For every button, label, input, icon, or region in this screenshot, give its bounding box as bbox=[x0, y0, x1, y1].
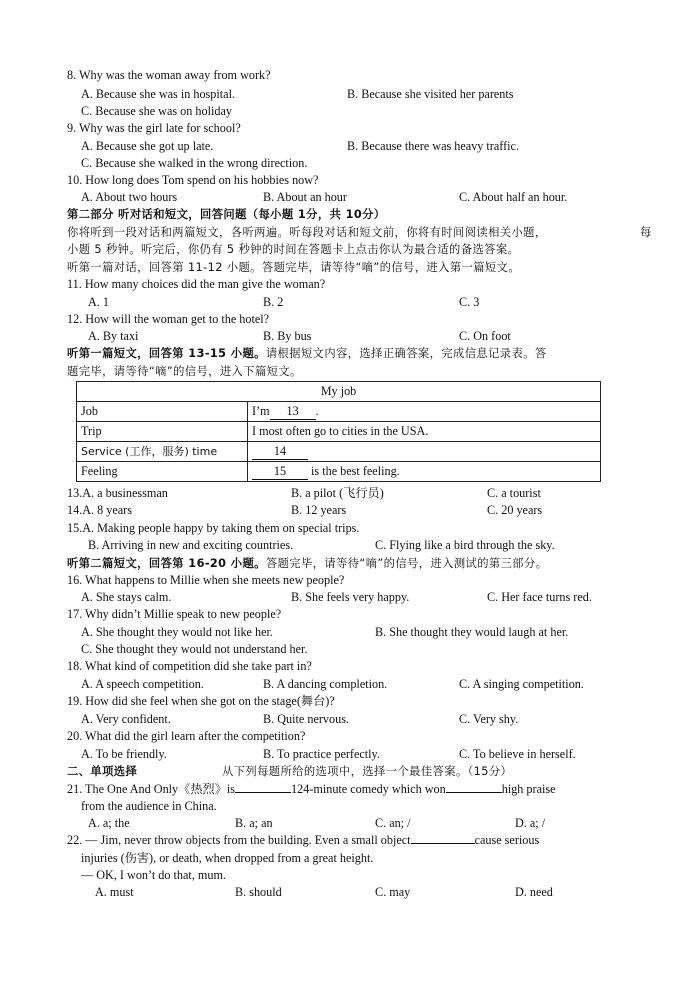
q21-option-b: B. a; an bbox=[235, 816, 273, 830]
q16-option-a: A. She stays calm. bbox=[81, 590, 172, 604]
q8-stem: 8. Why was the woman away from work? bbox=[67, 68, 271, 82]
q19-option-c: C. Very shy. bbox=[459, 712, 519, 726]
q22-line-2: injuries (伤害), or death, when dropped from a great height. bbox=[81, 851, 374, 865]
q21-option-a: A. a; the bbox=[88, 816, 130, 830]
q22-option-c: C. may bbox=[375, 885, 411, 899]
table-label-job: Job bbox=[77, 402, 248, 422]
q19-option-b: B. Quite nervous. bbox=[263, 712, 349, 726]
my-job-table bbox=[76, 381, 601, 482]
passage1-instruction-2: 题完毕，请等待“嘀”的信号，进入下篇短文。 bbox=[67, 365, 302, 378]
blank-14: 14 bbox=[252, 444, 308, 460]
q22-option-d: D. need bbox=[515, 885, 553, 899]
q12-option-b: B. By bus bbox=[263, 329, 312, 343]
q17-stem: 17. Why didn’t Millie speak to new people? bbox=[67, 607, 282, 621]
passage2-instruction-rest: 答题完毕，请等待“嘀”的信号，进入测试的第三部分。 bbox=[265, 557, 548, 570]
q8-option-b: B. Because she visited her parents bbox=[347, 87, 514, 101]
table-label-trip: Trip bbox=[77, 422, 248, 442]
passage1-instruction bbox=[67, 346, 547, 361]
q9-option-c: C. Because she walked in the wrong direction. bbox=[81, 156, 308, 170]
q12-option-c: C. On foot bbox=[459, 329, 511, 343]
q9-option-a: A. Because she got up late. bbox=[81, 139, 214, 153]
q21-text-3: high praise bbox=[501, 782, 556, 796]
table-label-feeling: Feeling bbox=[77, 462, 248, 482]
blank-15: 15 bbox=[252, 464, 308, 480]
section2-instruction: 从下列每题所给的选项中，选择一个最佳答案。（15分） bbox=[222, 765, 513, 778]
q18-stem: 18. What kind of competition did she take part in? bbox=[67, 659, 312, 673]
passage1-instruction-bold: 听第一篇短文，回答第 13-15 小题。 bbox=[67, 347, 266, 360]
q11-stem: 11. How many choices did the man give the woman? bbox=[67, 277, 326, 291]
table-value-service-time bbox=[248, 442, 601, 462]
table-value-trip: I most often go to cities in the USA. bbox=[248, 422, 601, 442]
q15-option-c: C. Flying like a bird through the sky. bbox=[375, 538, 555, 552]
q18-option-c: C. A singing competition. bbox=[459, 677, 584, 691]
q21-text-2: 124-minute comedy which won bbox=[291, 782, 446, 796]
q21-blank-2 bbox=[446, 792, 502, 793]
q22-line-1 bbox=[67, 833, 539, 848]
q11-option-c: C. 3 bbox=[459, 295, 480, 309]
q20-option-c: C. To believe in herself. bbox=[459, 747, 576, 761]
q15-option-a: 15.A. Making people happy by taking them on special trips. bbox=[67, 521, 360, 535]
q10-option-b: B. About an hour bbox=[263, 190, 347, 204]
section2-title: 二、单项选择 bbox=[67, 765, 138, 778]
q21-option-d: D. a; / bbox=[515, 816, 546, 830]
q22-option-b: B. should bbox=[235, 885, 282, 899]
q12-option-a: A. By taxi bbox=[88, 329, 139, 343]
q22-text-2: cause serious bbox=[474, 833, 540, 847]
table-label-service-time: Service (工作，服务) time bbox=[77, 442, 248, 462]
q18-option-a: A. A speech competition. bbox=[81, 677, 204, 691]
table-feeling-suffix: is the best feeling. bbox=[308, 463, 400, 478]
q16-option-b: B. She feels very happy. bbox=[291, 590, 410, 604]
table-title: My job bbox=[77, 382, 601, 402]
q14-option-a: 14.A. 8 years bbox=[67, 503, 132, 517]
q14-option-b: B. 12 years bbox=[291, 503, 347, 517]
q11-option-a: A. 1 bbox=[88, 295, 109, 309]
part2-instruction-3: 听第一篇对话，回答第 11-12 小题。答题完毕，请等待“嘀”的信号，进入第一篇短文。 bbox=[67, 261, 521, 274]
part2-title: 第二部分 听对话和短文，回答问题（每小题 1分，共 10分） bbox=[67, 208, 386, 221]
q10-stem: 10. How long does Tom spend on his hobbies now? bbox=[67, 173, 319, 187]
q22-blank bbox=[411, 843, 475, 844]
q19-stem: 19. How did she feel when she got on the stage(舞台)? bbox=[67, 694, 335, 708]
passage2-instruction-bold: 听第二篇短文，回答第 16-20 小题。 bbox=[67, 557, 266, 570]
q20-option-a: A. To be friendly. bbox=[81, 747, 167, 761]
q22-text-1: 22. — Jim, never throw objects from the building. Even a small object bbox=[67, 833, 411, 847]
q21-blank-1 bbox=[235, 792, 291, 793]
q14-option-c: C. 20 years bbox=[487, 503, 543, 517]
q12-stem: 12. How will the woman get to the hotel? bbox=[67, 312, 270, 326]
q10-option-a: A. About two hours bbox=[81, 190, 178, 204]
table-job-prefix: I’m bbox=[252, 403, 270, 418]
q21-text-1: 21. The One And Only《热烈》is bbox=[67, 782, 236, 796]
q16-stem: 16. What happens to Millie when she meets new people? bbox=[67, 573, 345, 587]
q18-option-b: B. A dancing completion. bbox=[263, 677, 388, 691]
q13-option-a: 13.A. a businessman bbox=[67, 486, 168, 500]
q17-option-b: B. She thought they would laugh at her. bbox=[375, 625, 569, 639]
q17-option-a: A. She thought they would not like her. bbox=[81, 625, 273, 639]
q20-option-b: B. To practice perfectly. bbox=[263, 747, 380, 761]
q20-stem: 20. What did the girl learn after the competition? bbox=[67, 729, 306, 743]
part2-instruction-1-end: 每 bbox=[640, 226, 652, 239]
q13-option-c: C. a tourist bbox=[487, 486, 541, 500]
q8-option-a: A. Because she was in hospital. bbox=[81, 87, 236, 101]
q9-stem: 9. Why was the girl late for school? bbox=[67, 121, 241, 135]
table-value-feeling bbox=[248, 462, 601, 482]
q16-option-c: C. Her face turns red. bbox=[487, 590, 592, 604]
q21-line-1 bbox=[67, 782, 556, 797]
passage2-instruction bbox=[67, 556, 547, 571]
table-value-job bbox=[248, 402, 601, 422]
q21-option-c: C. an; / bbox=[375, 816, 411, 830]
table-job-suffix: . bbox=[315, 403, 319, 418]
part2-instruction-2: 小题 5 秒钟。听完后，你仍有 5 秒钟的时间在答题卡上点击你认为最合适的备选答案。 bbox=[67, 243, 520, 256]
q11-option-b: B. 2 bbox=[263, 295, 284, 309]
q13-option-b: B. a pilot (飞行员) bbox=[291, 486, 384, 500]
q19-option-a: A. Very confident. bbox=[81, 712, 171, 726]
q22-option-a: A. must bbox=[95, 885, 134, 899]
passage1-instruction-rest: 请根据短文内容，选择正确答案，完成信息记录表。答 bbox=[265, 347, 547, 360]
q21-line-2: from the audience in China. bbox=[81, 799, 217, 813]
part2-instruction-1: 你将听到一段对话和两篇短文，各听两遍。听每段对话和短文前，你将有时间阅读相关小题， bbox=[67, 226, 547, 239]
blank-13: 13 bbox=[270, 404, 316, 420]
q8-option-c: C. Because she was on holiday bbox=[81, 104, 232, 118]
q17-option-c: C. She thought they would not understand her. bbox=[81, 642, 308, 656]
q10-option-c: C. About half an hour. bbox=[459, 190, 568, 204]
q9-option-b: B. Because there was heavy traffic. bbox=[347, 139, 520, 153]
q15-option-b: B. Arriving in new and exciting countries. bbox=[88, 538, 294, 552]
q22-line-3: — OK, I won’t do that, mum. bbox=[81, 868, 227, 882]
